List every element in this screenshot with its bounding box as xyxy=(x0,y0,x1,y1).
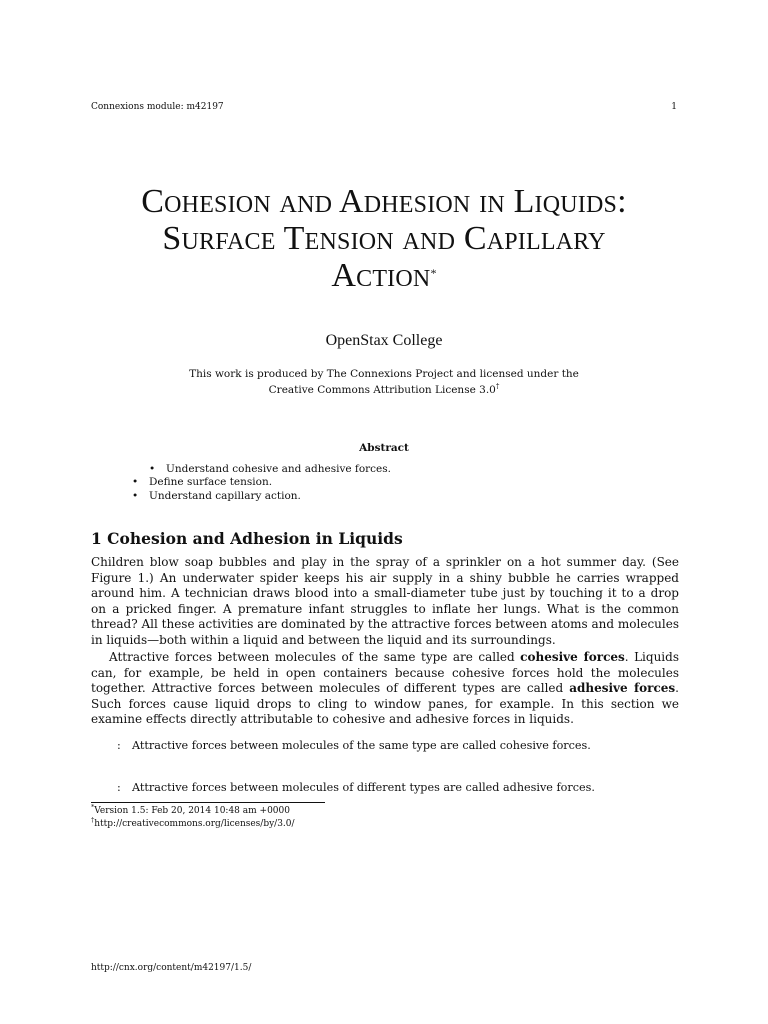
document-title xyxy=(91,183,677,294)
definition-colon: : xyxy=(117,781,121,794)
paragraph-1: Children blow soap bubbles and play in the spray of a sprinkler on a hot summer day. (See Figure 1.) An underwater spider keeps his air supply in a shiny bubble he carries wrapped around him. A technician draws blood into a small-diameter tube just by touching it to a drop on a pricked finger. A premature infant struggles to inflate her lungs. What is the common thread? All these activities are dominated by the attractive forces between atoms and molecules in liquids—both within a liquid and between the liquid and its surroundings. xyxy=(91,555,679,647)
title-line-1: Cohesion and Adhesion in Liquids: xyxy=(141,183,627,220)
definition-adhesive xyxy=(117,781,595,795)
abstract-item xyxy=(132,489,301,503)
footnote-version xyxy=(91,805,290,817)
definition-colon: : xyxy=(117,739,121,752)
abstract-item xyxy=(132,475,272,489)
title-line-3: Action xyxy=(331,257,431,294)
author: OpenStax College xyxy=(325,332,443,349)
license-line-2: Creative Commons Attribution License 3.0 xyxy=(268,384,496,396)
paragraph-2-text: . Liquids can, for example, be held in open containers because cohesive forces hold the molecules together. Attractive forces between molecules of different types are called xyxy=(91,650,679,696)
term-cohesive-forces: cohesive forces xyxy=(520,650,625,664)
definition-text: Attractive forces between molecules of the same type are called cohesive forces. xyxy=(132,739,591,752)
abstract-item-text: Define surface tension. xyxy=(149,476,273,488)
footnote-text: Version 1.5: Feb 20, 2014 10:48 am +0000 xyxy=(94,806,290,816)
footnote-mark: † xyxy=(91,816,95,824)
footnote-mark: * xyxy=(91,803,95,811)
license-line-1: This work is produced by The Connexions Project and licensed under the xyxy=(189,368,579,380)
paragraph-2-text: . Such forces cause liquid drops to cling to window panes, for example. In this section we examine effects directly attributable to cohesive and adhesive forces in liquids. xyxy=(91,681,679,727)
running-header: Connexions module: m42197 xyxy=(91,102,224,112)
section-heading: 1 Cohesion and Adhesion in Liquids xyxy=(91,529,403,548)
bullet-icon: • xyxy=(132,476,139,488)
footer-url[interactable]: http://cnx.org/content/m42197/1.5/ xyxy=(91,963,252,973)
abstract-item-text: Understand cohesive and adhesive forces. xyxy=(166,463,391,475)
abstract-item-text: Understand capillary action. xyxy=(149,490,301,502)
title-line-2: Surface Tension and Capillary xyxy=(162,220,606,257)
footnote-divider xyxy=(91,802,325,803)
definition-text: Attractive forces between molecules of different types are called adhesive forces. xyxy=(132,781,595,794)
footnote-link[interactable]: http://creativecommons.org/licenses/by/3.0/ xyxy=(94,819,295,829)
abstract-heading: Abstract xyxy=(359,442,409,454)
definition-cohesive xyxy=(117,739,591,753)
license-statement xyxy=(91,366,677,398)
bullet-icon: • xyxy=(132,490,139,502)
page-number: 1 xyxy=(671,102,677,112)
footnote-license-url xyxy=(91,818,295,830)
title-footnote-mark: * xyxy=(430,266,437,280)
paragraph-2-text: Attractive forces between molecules of the same type are called xyxy=(109,650,521,664)
term-adhesive-forces: adhesive forces xyxy=(569,681,676,696)
abstract-item xyxy=(149,462,391,476)
paragraph-2 xyxy=(91,650,679,728)
bullet-icon: • xyxy=(149,463,156,475)
license-footnote-mark: † xyxy=(495,382,500,391)
